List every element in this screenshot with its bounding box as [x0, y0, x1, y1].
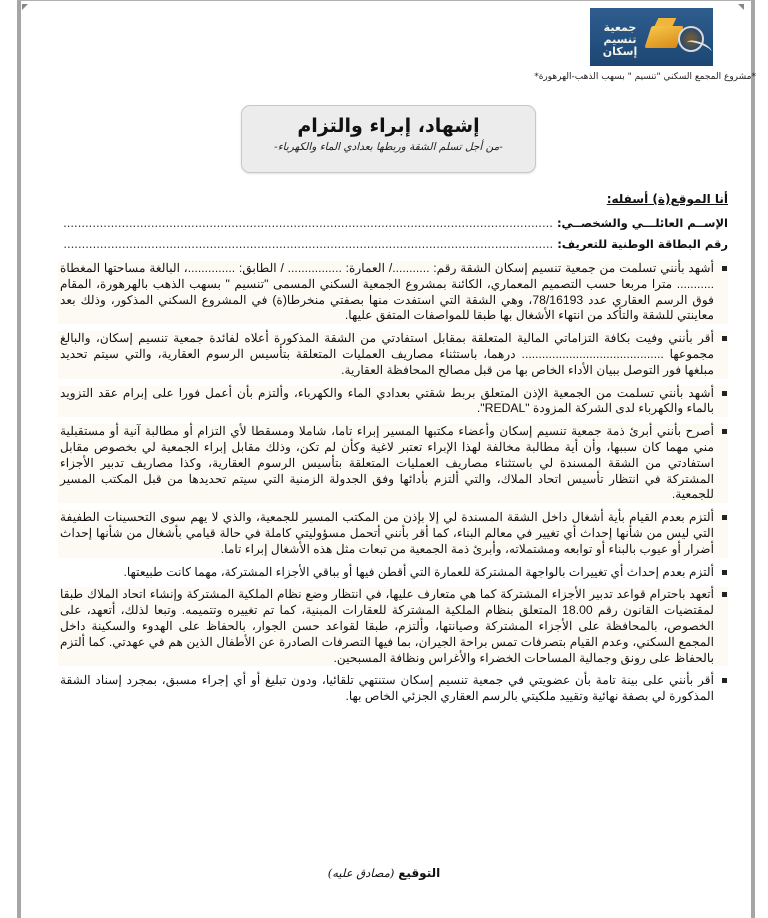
full-name-blank: ...................................................................................................................................... [63, 216, 553, 230]
project-name: *مشروع المجمع السكني "تنسيم " بسهب الذهب-الهرهورة* [534, 72, 756, 82]
association-logo [590, 8, 713, 66]
title-box [241, 105, 536, 173]
signature-line [0, 866, 768, 880]
logo-text: جمعية تنسيم إسكان [602, 21, 638, 58]
corner-crop-mark [738, 4, 744, 10]
corner-crop-mark [22, 4, 28, 10]
clauses-list [58, 261, 728, 705]
clause-membership-end [58, 673, 728, 705]
square-bullet-icon [722, 336, 727, 341]
clause-release [58, 424, 728, 503]
national-id-blank: ...................................................................................................................................... [63, 237, 554, 251]
full-name-label: الإســم العائلـــي والشخصــي: [556, 216, 728, 230]
clause-no-works [58, 510, 728, 557]
clause-utilities-connection [58, 386, 728, 418]
clause-financial-obligations [58, 331, 728, 378]
square-bullet-icon [722, 570, 727, 575]
clause-text: ألتزم بعدم القيام بأية أشغال داخل الشقة المسندة لي إلا بإذن من المكتب المسير للجمعية، والذي لا يهم سوى التحسينات الطفيفة التي ليس من شأنها إحداث أي تغيير في معالم البناء، كما أقر بأنني أتحمل مسؤوليتي كاملة في حالة قيامي بأشغال من شأنها إحداث أضرار أو عيوب بالبناء أو توابعه ومشتملاته، وأبرئ ذمة الجمعية من تبعات مثل هذه الأشغال إبراء تاما. [60, 510, 714, 556]
square-bullet-icon [722, 391, 727, 396]
signature-note: (مصادق عليه) [327, 866, 395, 880]
square-bullet-icon [722, 266, 727, 271]
square-bullet-icon [722, 515, 727, 520]
full-name-field [58, 214, 728, 232]
clause-no-facade-changes [58, 565, 728, 581]
clause-text: ألتزم بعدم إحداث أي تغييرات بالواجهة المشتركة للعمارة التي أقطن فيها أو بباقي الأجزاء المشتركة، مهما كانت طبيعتها. [123, 564, 714, 579]
national-id-label: رقم البطاقة الوطنية للتعريف: [557, 237, 728, 251]
clause-text: أصرح بأنني أبرئ ذمة جمعية تنسيم إسكان وأعضاء مكتبها المسير إبراء تاما، شاملا ومسقطا لأي التزام أو مطالبة آنية أو مستقبلية مني مهما كان سببها، وأن أية مطالبة مخالفة لهذا الإبراء تعتبر لاغية وكأن لم تكن، وذلك مقابل إبراء الجمعية لي بخصوص مقابل استفادتي من الشقة المسندة لي باستثناء مصاريف العمليات المتعلقة بتأسيس الرسوم العقارية، وكذا مصاريف تدبير الأجزاء المشتركة في انتظار تأسيس اتحاد الملاك، والتي ألتزم بأدائها وفق الجدولة الزمنية التي سيتم تحديدها من قبل المكتب المسير للجمعية. [60, 424, 714, 502]
document-title: إشهاد، إبراء والتزام [297, 115, 480, 137]
clause-apartment-receipt [58, 261, 728, 324]
clause-text: أتعهد باحترام قواعد تدبير الأجزاء المشتركة كما هي متعارف عليها، في انتظار وضع نظام الملكية المشتركة وإنشاء اتحاد الملاك طبقا لمقتضيات القانون رقم 18.00 المتعلق بنظام الملكية المشتركة للعقارات المبنية، كما تم تغييره وتتميمه. وتبعا لذلك، أتعهد، على الخصوص، بالمحافظة على الأجزاء المشتركة وصيانتها، وألتزم، طبقا لقواعد حسن الجوار، بالحفاظ على الهدوء والسكينة داخل المجمع السكني، وعدم القيام بتصرفات تمس براحة الجيران، بما فيها التصرفات الصادرة عن الأطفال الذين هم في عهدتي. كما ألتزم بالحفاظ على رونق وجمالية المساحات الخضراء والأغراس ونظافة المسبحين. [60, 587, 714, 665]
clause-text: أقر بأنني وفيت بكافة التزاماتي المالية المتعلقة بمقابل استفادتي من الشقة المذكورة أعلاه لفائدة جمعية تنسيم إسكان، والبالغ مجموعها .......................................... درهما، باستثناء مصاريف العمليات المتعلقة بتأسيس الرسوم العقارية، والتي سيتم تحديد مبلغها فور التوصل ببيان الأداء الخاص بها من قبل مصالح المحافظة العقارية. [60, 331, 714, 377]
clause-text: أشهد بأنني تسلمت من الجمعية الإذن المتعلق بربط شقتي بعدادي الماء والكهرباء، وألتزم بأن أعمل فورا على إبرام عقد التزويد بالماء والكهرباء لدى الشركة المزودة "REDAL". [60, 385, 714, 416]
clause-text: أقر بأنني على بينة تامة بأن عضويتي في جمعية تنسيم إسكان ستنتهي تلقائيا، ودون تبليغ أو أي إجراء مسبق، بمجرد إسناد الشقة المذكورة لي بصفة نهائية وتقييد ملكيتي بالرسم العقاري الجزئي الخاص بها. [60, 673, 714, 704]
clause-common-parts [58, 587, 728, 666]
clause-text: أشهد بأنني تسلمت من جمعية تنسيم إسكان الشقة رقم: .........../ العمارة: ................ / الطابق: ..............، البالغة مساحتها المغطاة ........... مترا مربعا حسب التصميم المعماري، الكائنة بمشروع الجمعية السكني المسمى "تنسيم " بسهب الذهب بالهرهورة، المقام فوق الرسم العقاري عدد 78/16193، وهي الشقة التي استفدت منها بصفتي منخرطا(ة) في المشروع السكني المذكور، وذلك بعد معاينتي للشقة والتأكد من انتهاء الأشغال بها طبقا للمواصفات المتفق عليها. [60, 261, 714, 323]
square-bullet-icon [722, 678, 727, 683]
signature-label: التوقيع [398, 866, 441, 880]
square-bullet-icon [722, 592, 727, 597]
national-id-field [58, 235, 728, 253]
document-body [58, 190, 728, 712]
square-bullet-icon [722, 429, 727, 434]
signer-heading: أنا الموقع(ة) أسفله: [606, 192, 728, 206]
document-subtitle: -من أجل تسلم الشقة وربطها بعدادي الماء والكهرباء- [274, 141, 503, 153]
